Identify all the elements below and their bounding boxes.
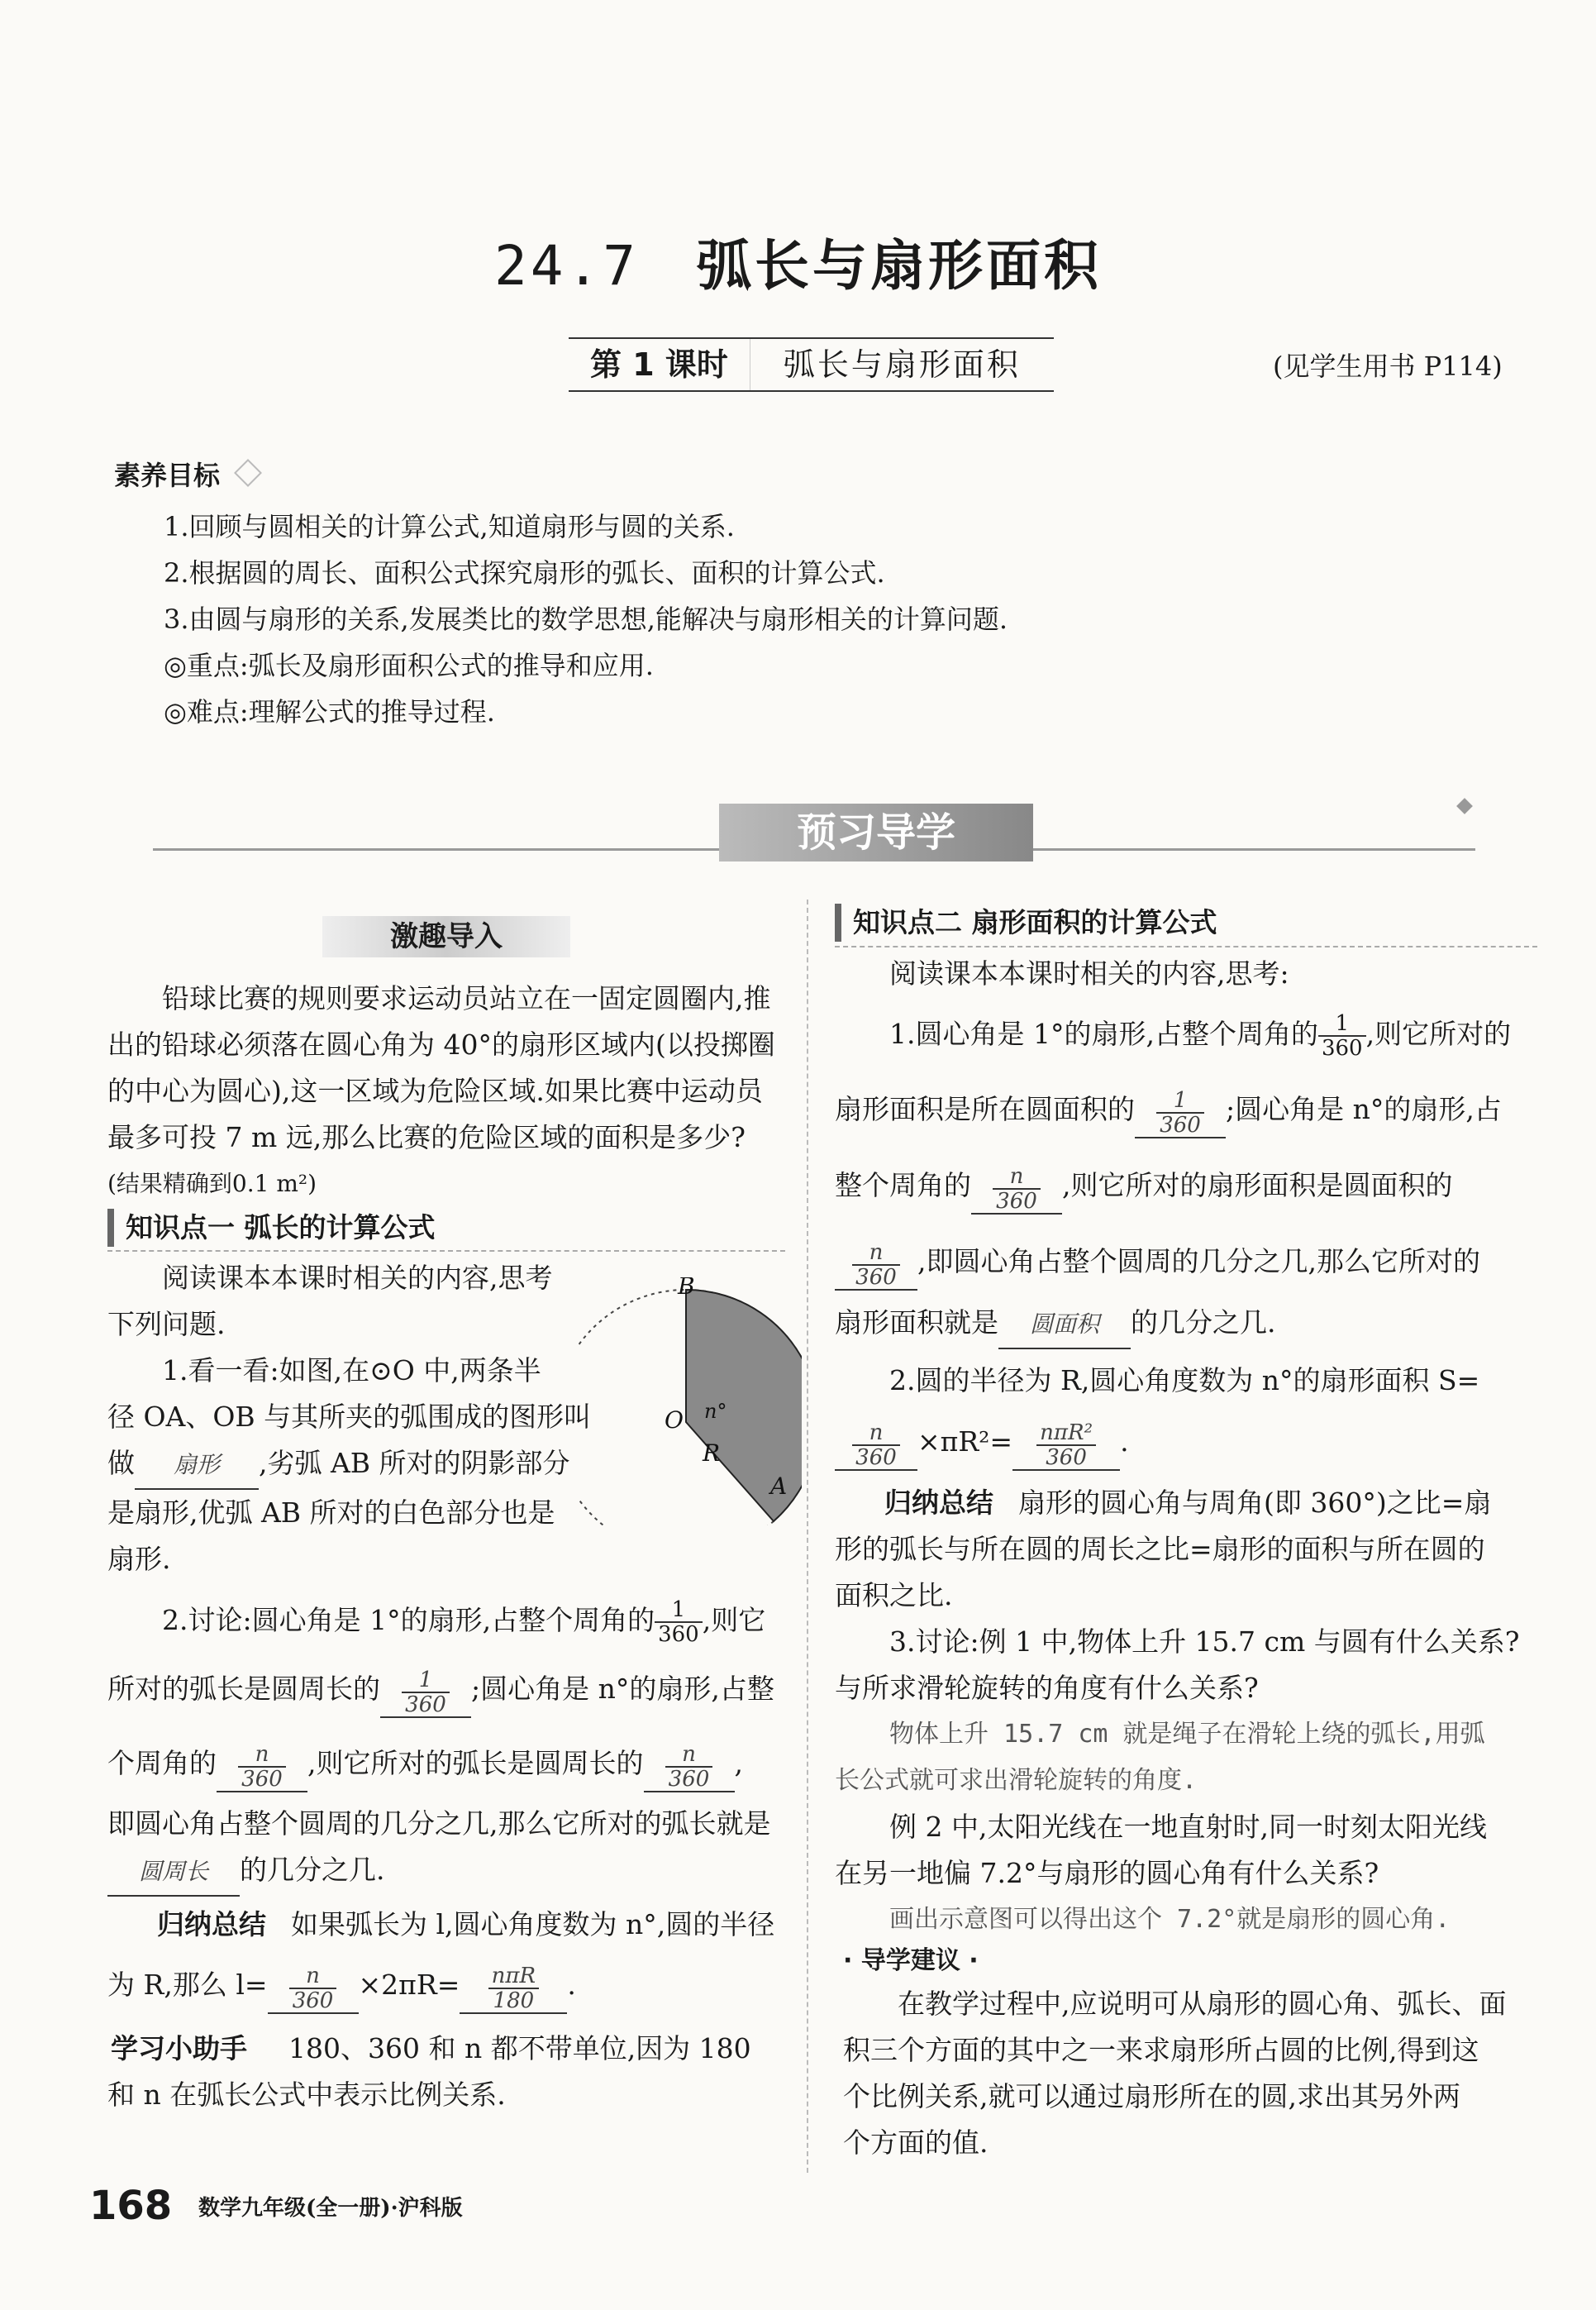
book-title: 数学九年级(全一册)·沪科版 bbox=[198, 2196, 463, 2221]
denominator: 360 bbox=[1321, 1036, 1363, 1061]
answer-blank bbox=[217, 1743, 307, 1792]
knowledge-point-1-heading: 知识点一 弧长的计算公式 bbox=[107, 1209, 436, 1247]
text: ×2πR= bbox=[358, 1969, 460, 2001]
denominator: 360 bbox=[996, 1188, 1037, 1214]
answer-blank bbox=[1012, 1421, 1120, 1471]
answer-blank bbox=[268, 1964, 359, 2014]
text-line: 3.讨论:例 1 中,物体上升 15.7 cm 与圆有什么关系? bbox=[889, 1625, 1520, 1658]
text-line bbox=[835, 1224, 1546, 1300]
answer-blank bbox=[380, 1668, 471, 1718]
text-line bbox=[107, 1589, 793, 1652]
fraction bbox=[852, 1421, 900, 1469]
text-line: (结果精确到0.1 m²) bbox=[107, 1170, 317, 1197]
text-line bbox=[107, 2026, 793, 2072]
denominator: 360 bbox=[1046, 1444, 1087, 1470]
text-line: 例 2 中,太阳光线在一地直射时,同一时刻太阳光线 bbox=[889, 1811, 1487, 1843]
denominator: 360 bbox=[1160, 1112, 1201, 1138]
text-line bbox=[835, 1148, 1546, 1224]
text: 所对的弧长是圆周长的 bbox=[107, 1673, 380, 1705]
text-line: 与所求滑轮旋转的角度有什么关系? bbox=[835, 1672, 1259, 1704]
text: 180、360 和 n 都不带单位,因为 180 bbox=[288, 2032, 751, 2064]
text-line bbox=[107, 1726, 793, 1801]
fraction bbox=[1318, 1012, 1366, 1060]
text: 个周角的 bbox=[107, 1747, 217, 1779]
goal-item: 2.根据圆的周长、面积公式探究扇形的弧长、面积的计算公式. bbox=[164, 557, 885, 589]
text: 1.圆心角是 1°的扇形,占整个周角的 bbox=[889, 1018, 1318, 1050]
numerator: n bbox=[852, 1421, 900, 1446]
text-line bbox=[107, 1948, 793, 2022]
text-line: 形的弧长与所在圆的周长之比=扇形的面积与所在圆的 bbox=[835, 1533, 1485, 1565]
goal-item: 3.由圆与扇形的关系,发展类比的数学思想,能解决与扇形相关的计算问题. bbox=[164, 604, 1008, 635]
denominator: 360 bbox=[658, 1622, 699, 1647]
numerator: nπR² bbox=[1036, 1421, 1096, 1446]
denominator: 360 bbox=[241, 1766, 283, 1792]
numerator: 1 bbox=[1318, 1012, 1366, 1037]
text-line: 铅球比赛的规则要求运动员站立在一固定圆圈内,推 bbox=[162, 982, 771, 1014]
text-line bbox=[107, 1440, 603, 1490]
diamond-icon bbox=[234, 459, 262, 487]
text-line bbox=[107, 1652, 793, 1726]
section-rule bbox=[107, 1250, 785, 1252]
text-line bbox=[835, 1404, 1546, 1480]
text-line bbox=[835, 1071, 1546, 1148]
denominator: 360 bbox=[855, 1444, 897, 1470]
text-line: 在教学过程中,应说明可从扇形的圆心角、弧长、面 bbox=[898, 1988, 1507, 2020]
answer-blank: 扇形 bbox=[135, 1442, 259, 1490]
numerator: n bbox=[993, 1165, 1041, 1190]
book-reference: (见学生用书 P114) bbox=[1273, 351, 1503, 382]
section-title bbox=[0, 222, 1596, 300]
label-a: A bbox=[770, 1472, 788, 1500]
numerator: nπR bbox=[488, 1964, 539, 1989]
text-line: 的中心为圆心),这一区域为危险区域.如果比赛中运动员 bbox=[107, 1075, 763, 1107]
numerator: n bbox=[665, 1743, 713, 1768]
kp1-body bbox=[107, 1255, 603, 1582]
answer-blank: 圆周长 bbox=[107, 1849, 240, 1897]
text: 2.讨论:圆心角是 1°的扇形,占整个周角的 bbox=[162, 1604, 655, 1636]
text-line bbox=[107, 1902, 793, 1948]
answer-blank bbox=[460, 1964, 567, 2014]
text: 如果弧长为 l,圆心角度数为 n°,圆的半径 bbox=[291, 1908, 775, 1940]
key-point: ◎重点:弧长及扇形面积公式的推导和应用. bbox=[164, 650, 654, 681]
numerator: n bbox=[852, 1241, 900, 1266]
teaching-tip-body bbox=[843, 1981, 1546, 2166]
answer-line: 长公式就可求出滑轮旋转的角度. bbox=[835, 1766, 1198, 1795]
text-line: 1.看一看:如图,在⊙O 中,两条半 bbox=[162, 1354, 541, 1386]
answer-blank bbox=[971, 1165, 1062, 1215]
text-line: 个比例关系,就可以通过扇形所在的圆,求出其另外两 bbox=[843, 2080, 1460, 2112]
summary-label: 归纳总结 bbox=[884, 1487, 993, 1519]
goals-heading: 素养目标 bbox=[114, 460, 221, 491]
denominator: 360 bbox=[292, 1988, 334, 2013]
fraction bbox=[665, 1743, 713, 1791]
answer-blank bbox=[835, 1421, 917, 1471]
text: ,劣弧 AB 所对的阴影部分 bbox=[259, 1447, 570, 1479]
text: 扇形的圆心角与周角(即 360°)之比=扇 bbox=[1018, 1487, 1492, 1519]
text-line: 阅读课本本课时相关的内容,思考: bbox=[889, 957, 1289, 990]
text: 扇形面积是所在圆面积的 bbox=[835, 1093, 1135, 1125]
text-line bbox=[835, 997, 1546, 1071]
fraction bbox=[655, 1598, 703, 1646]
answer-blank bbox=[835, 1241, 917, 1291]
fraction bbox=[289, 1964, 337, 2012]
column-divider bbox=[807, 900, 808, 2173]
lesson-title: 弧长与扇形面积 bbox=[783, 346, 1021, 383]
fraction bbox=[1156, 1089, 1204, 1137]
section-rule bbox=[835, 946, 1537, 947]
text: ,即圆心角占整个圆周的几分之几,那么它所对的 bbox=[917, 1245, 1480, 1277]
fraction bbox=[852, 1241, 900, 1289]
goal-item: 1.回顾与圆相关的计算公式,知道扇形与圆的关系. bbox=[164, 511, 735, 542]
fraction bbox=[993, 1165, 1041, 1213]
text: ;圆心角是 n°的扇形,占整 bbox=[471, 1673, 774, 1705]
text-line: 在另一地偏 7.2°与扇形的圆心角有什么关系? bbox=[835, 1857, 1379, 1889]
text: ,则它 bbox=[702, 1604, 766, 1636]
text-line: 个方面的值. bbox=[843, 2126, 989, 2159]
numerator: n bbox=[238, 1743, 286, 1768]
text-line: 最多可投 7 m 远,那么比赛的危险区域的面积是多少? bbox=[107, 1121, 746, 1153]
text: 扇形面积就是 bbox=[835, 1306, 998, 1339]
helper-label: 学习小助手 bbox=[111, 2032, 247, 2064]
text-line: 积三个方面的其中之一来求扇形所占圆的比例,得到这 bbox=[843, 2034, 1479, 2066]
text-line: 扇形. bbox=[107, 1543, 171, 1575]
answer-line: 物体上升 15.7 cm 就是绳子在滑轮上绕的弧长,用弧 bbox=[889, 1720, 1485, 1749]
denominator: 360 bbox=[668, 1766, 710, 1792]
label-r: R bbox=[703, 1439, 721, 1467]
numerator: 1 bbox=[1156, 1089, 1204, 1114]
section-number: 24.7 bbox=[494, 234, 639, 298]
page-number: 168 bbox=[89, 2183, 173, 2229]
label-o: O bbox=[665, 1406, 684, 1434]
text-line: 即圆心角占整个圆周的几分之几,那么它所对的弧长就是 bbox=[107, 1807, 771, 1840]
summary-label: 归纳总结 bbox=[157, 1908, 266, 1940]
text-line bbox=[107, 1847, 793, 1897]
intro-paragraph bbox=[107, 976, 793, 1207]
text: 为 R,那么 l= bbox=[107, 1969, 268, 2001]
text-line: 面积之比. bbox=[835, 1579, 953, 1611]
text-line: 出的铅球必须落在圆心角为 40°的扇形区域内(以投掷圈 bbox=[107, 1029, 775, 1061]
text-line: 径 OA、OB 与其所夹的弧围成的图形叫 bbox=[107, 1401, 592, 1433]
difficult-point: ◎难点:理解公式的推导过程. bbox=[164, 696, 495, 728]
preview-banner: 预习导学 bbox=[719, 804, 1033, 861]
answer-blank bbox=[644, 1743, 735, 1792]
section-title-text: 弧长与扇形面积 bbox=[696, 234, 1102, 298]
lesson-header bbox=[569, 337, 1054, 392]
text: 的几分之几. bbox=[1131, 1306, 1276, 1339]
text: , bbox=[734, 1747, 743, 1779]
text: ,则它所对的弧长是圆周长的 bbox=[307, 1747, 644, 1779]
text-line: 和 n 在弧长公式中表示比例关系. bbox=[107, 2079, 506, 2111]
label-angle: n° bbox=[704, 1400, 727, 1423]
denominator: 360 bbox=[855, 1264, 897, 1290]
kp2-body bbox=[835, 951, 1546, 1943]
label-b: B bbox=[678, 1277, 695, 1300]
intro-heading: 激趣导入 bbox=[322, 916, 570, 957]
text: ,则它所对的扇形面积是圆面积的 bbox=[1062, 1169, 1453, 1201]
answer-blank bbox=[1135, 1089, 1226, 1138]
diamond-icon bbox=[1456, 798, 1473, 814]
lesson-label: 第 1 课时 bbox=[569, 339, 750, 390]
text: 的几分之几. bbox=[240, 1854, 385, 1886]
text: ;圆心角是 n°的扇形,占 bbox=[1226, 1093, 1502, 1125]
text-line: 是扇形,优弧 AB 所对的白色部分也是 bbox=[107, 1496, 555, 1529]
text-line bbox=[835, 1300, 1546, 1349]
discussion-block bbox=[107, 1589, 793, 2118]
teaching-tip-label: · 导学建议 · bbox=[843, 1940, 987, 1976]
text-line bbox=[835, 1480, 1546, 1526]
fraction bbox=[488, 1964, 539, 2012]
text-line: 2.圆的半径为 R,圆心角度数为 n°的扇形面积 S= bbox=[889, 1364, 1480, 1396]
fraction bbox=[1036, 1421, 1096, 1469]
fraction bbox=[238, 1743, 286, 1791]
numerator: n bbox=[289, 1964, 337, 1989]
sector-diagram bbox=[579, 1277, 802, 1525]
denominator: 180 bbox=[493, 1988, 535, 2013]
text: . bbox=[1120, 1425, 1129, 1458]
answer-line: 画出示意图可以得出这个 7.2°就是扇形的圆心角. bbox=[889, 1905, 1451, 1934]
knowledge-point-2-heading: 知识点二 扇形面积的计算公式 bbox=[835, 904, 1217, 942]
text-line: 阅读课本本课时相关的内容,思考 bbox=[162, 1262, 553, 1294]
text: ,则它所对的 bbox=[1365, 1018, 1512, 1050]
numerator: 1 bbox=[402, 1668, 450, 1693]
numerator: 1 bbox=[655, 1598, 703, 1623]
text: ×πR²= bbox=[917, 1425, 1013, 1458]
denominator: 360 bbox=[405, 1692, 446, 1717]
fraction bbox=[402, 1668, 450, 1716]
text: 做 bbox=[107, 1447, 135, 1479]
text: . bbox=[567, 1969, 576, 2001]
text-line: 下列问题. bbox=[107, 1308, 226, 1340]
text: 整个周角的 bbox=[835, 1169, 971, 1201]
answer-blank: 圆面积 bbox=[998, 1301, 1131, 1349]
